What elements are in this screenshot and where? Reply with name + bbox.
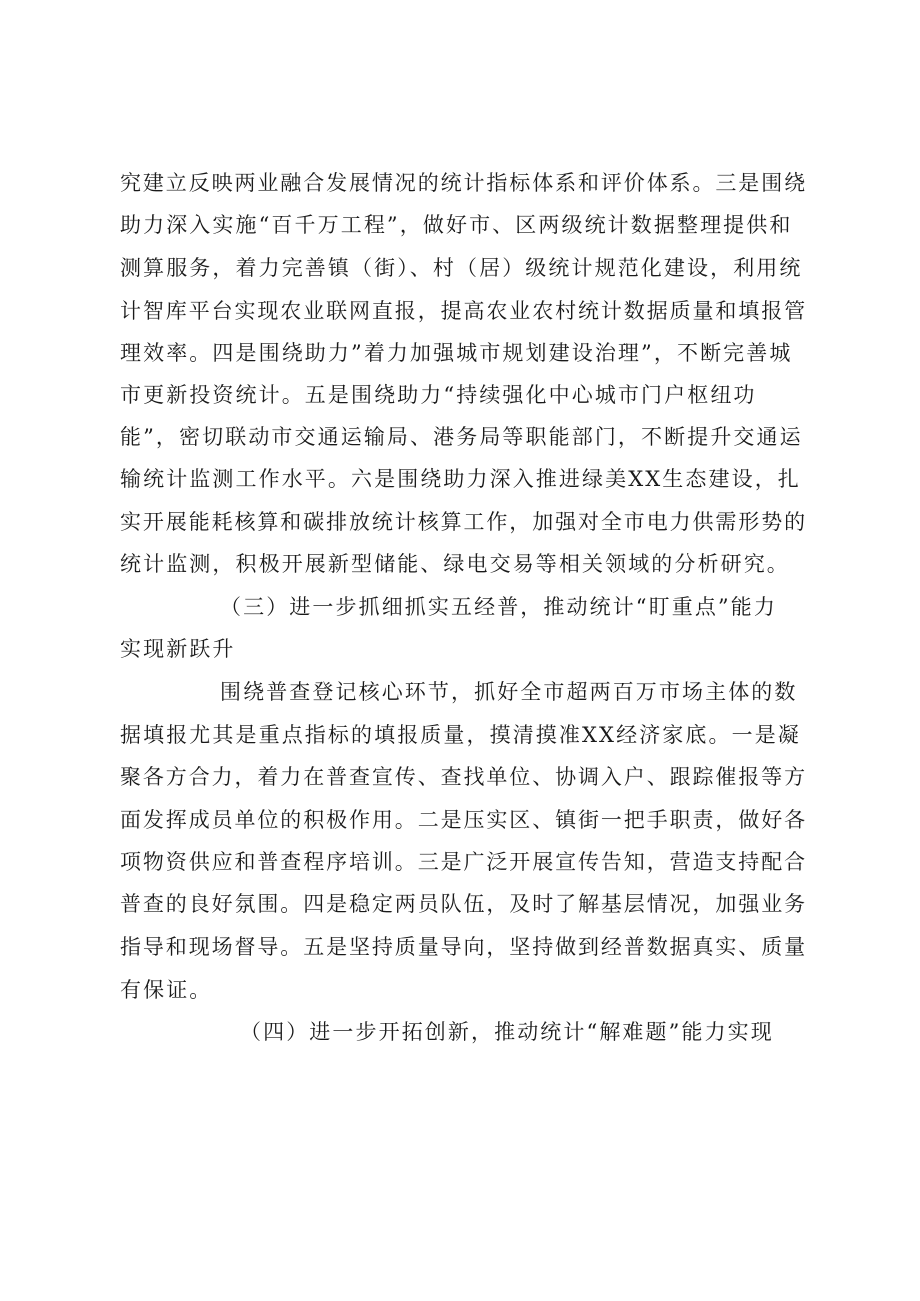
text-line: 理效率。四是围绕助力”着力加强城市规划建设治理”，不断完善城 <box>120 341 793 365</box>
text-line: 能”，密切联动市交通运输局、港务局等职能部门，不断提升交通运 <box>120 425 803 449</box>
section-heading-4: （四）进一步开拓创新，推动统计“解难题”能力实现 <box>240 1020 774 1044</box>
section-heading-3: （三）进一步抓细抓实五经普，推动统计“盯重点”能力 <box>220 595 777 619</box>
text-line: 指导和现场督导。五是坚持质量导向，坚持做到经普数据真实、质量 <box>120 935 807 959</box>
text-line: 有保证。 <box>120 978 213 1002</box>
text-line: 聚各方合力，着力在普查宣传、查找单位、协调入户、跟踪催报等方 <box>120 765 807 789</box>
text-line: 助力深入实施“百千万工程”，做好市、区两级统计数据整理提供和 <box>120 213 793 237</box>
text-line: 究建立反映两业融合发展情况的统计指标体系和评价体系。三是围绕 <box>120 171 807 195</box>
text-line: 实开展能耗核算和碳排放统计核算工作，加强对全市电力供需形势的 <box>120 510 807 534</box>
text-line: 围绕普查登记核心环节，抓好全市超两百万市场主体的数 <box>220 680 798 704</box>
text-line: 市更新投资统计。五是围绕助力“持续强化中心城市门户枢纽功 <box>120 383 757 407</box>
text-line: 普查的良好氛围。四是稳定两员队伍，及时了解基层情况，加强业务 <box>120 892 807 916</box>
text-line: 面发挥成员单位的积极作用。二是压实区、镇街一把手职责，做好各 <box>120 808 807 832</box>
section-heading-3-cont: 实现新跃升 <box>120 637 236 661</box>
text-line: 计智库平台实现农业联网直报，提高农业农村统计数据质量和填报管 <box>120 299 807 323</box>
text-line: 测算服务，着力完善镇（街）、村（居）级统计规范化建设，利用统 <box>120 256 803 280</box>
text-line: 项物资供应和普查程序培训。三是广泛开展宣传告知，营造支持配合 <box>120 850 807 874</box>
text-line: 输统计监测工作水平。六是围绕助力深入推进绿美XX生态建设，扎 <box>120 467 801 491</box>
text-line: 统计监测，积极开展新型储能、绿电交易等相关领域的分析研究。 <box>120 552 790 576</box>
text-line: 据填报尤其是重点指标的填报质量，摸清摸准XX经济家底。一是凝 <box>120 723 801 747</box>
